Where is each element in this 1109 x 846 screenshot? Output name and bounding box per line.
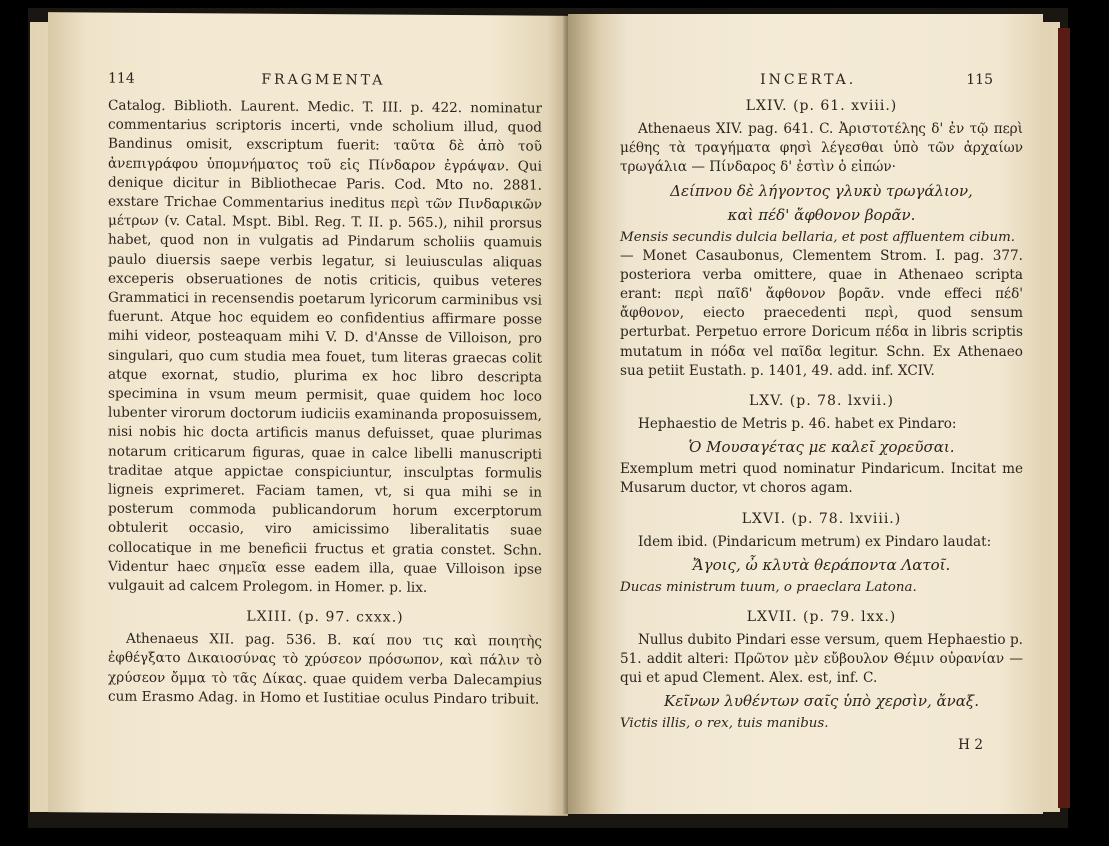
signature-mark: H 2 xyxy=(958,737,983,754)
section-intro-lxv: Hephaestio de Metris p. 46. habet ex Pindaro: xyxy=(638,416,957,433)
left-page-number: 114 xyxy=(108,70,135,87)
section-heading-lxvii: LXVII. (p. 79. lxx.) xyxy=(746,608,897,625)
translation-lxvi: Ducas ministrum tuum, o praeclara Latona. xyxy=(620,579,917,595)
section-text-lxiii: Athenaeus XII. pag. 536. B. καί που τις καὶ ποιητὴς ἐφθέγξατο Δικαιοσύνας τὸ χρύσεον πρόσωπον, καὶ πάλιν τὸ χρύσεον ὄμμα τὸ τᾶς Δίκας. quae quidem verba Dalecampius cum Erasmo Adag. in Homo et Iustitiae oculus Pindaro tribuit. xyxy=(108,631,542,708)
left-page xyxy=(48,12,568,816)
book-cover-edge xyxy=(1058,28,1070,808)
section-heading-lxiv: LXIV. (p. 61. xviii.) xyxy=(745,98,898,114)
left-running-header xyxy=(108,71,542,90)
verse-line: Κεῖνων λυθέντων σαῖς ὑπὸ χερσὶν, ἄναξ. xyxy=(664,692,979,711)
section-intro-lxvi: Idem ibid. (Pindaricum metrum) ex Pindaro laudat: xyxy=(638,533,992,550)
section-intro-lxiv: Athenaeus XIV. pag. 641. C. Ἀριστοτέλης δ' ἐν τῷ περὶ μέθης τὰ τραγήματα φησὶ λέγεσθαι ὑπὸ τῶν ἀρχαίων τρωγάλια — Πίνδαρος δ' ἐστὶν ὁ εἰπών· xyxy=(620,121,1023,176)
section-intro-lxvii: Nullus dubito Pindari esse versum, quem Hephaestio p. 51. addit alteri: Πρῶτον μὲν εὔβουλον Θέμιν οὐρανίαν — qui et apud Clement. Alex. est, inf. C. xyxy=(620,631,1023,687)
translation-lxvii: Victis illis, o rex, tuis manibus. xyxy=(620,716,829,732)
left-page-edges xyxy=(30,22,50,812)
section-heading-lxiii: LXIII. (p. 97. cxxx.) xyxy=(246,608,404,626)
verse-line: Δείπνου δὲ λήγοντος γλυκὺ τρωγάλιον, xyxy=(670,181,973,200)
section-body-lxv: Exemplum metri quod nominatur Pindaricum. Incitat me Musarum ductor, vt choros agam. xyxy=(620,461,1023,497)
right-running-header xyxy=(620,72,1023,88)
section-body-lxiv: — Monet Casaubonus, Clementem Strom. I. pag. 377. posteriora verba omittere, quae in Athenaeo scripta erant: περὶ παῖδ' ἄφθονον βορᾶν. vnde effeci πέδ' ἄφθονον, eiecto praecedenti περὶ, quod sensum perturbat. Perpetuo errore Doricum πέδα in libris scriptis mutatum in πόδα vel παῖδα legitur. Schn. Ex Athenaeo sua petiit Eustath. p. 1401, 49. add. inf. XCIV. xyxy=(620,247,1023,379)
verse-line: Ἄγοις, ὦ κλυτὰ θεράποντα Λατοῖ. xyxy=(692,555,951,574)
right-page xyxy=(568,14,1043,814)
left-running-head: FRAGMENTA xyxy=(261,71,386,89)
right-page-number: 115 xyxy=(966,72,993,88)
section-heading-lxvi: LXVI. (p. 78. lxviii.) xyxy=(741,510,902,527)
left-paragraph: Catalog. Biblioth. Laurent. Medic. T. III. p. 422. nominatur commentarius scriptoris incerti, vnde scholium illud, quod Bandinus omisit, exscriptum fuerit: ταῦτα δὲ ἀπὸ τοῦ ἀνεπιγράφου ὑπομνήματος τοῦ εἰς Πίνδαρον ἐγράψαν. Qui denique dicitur in Bibliothecae Paris. Cod. Mto no. 2881. exstare Trichae Commentarius ineditus περὶ τῶν Πινδαρικῶν μέτρων (v. Catal. Mspt. Bibl. Reg. T. II. p. 565.), nihil prorsus habet, quod non in vulgatis ad Pindarum scholiis quamuis paulo diuersis saepe verbis legatur, si leuiusculas aliquas exceperis obseruationes de notis criticis, quibus veteres Grammatici in recensendis poetarum lyricorum carminibus vsi fuerunt. Atque hoc equidem eo confidentius affirmare posse mihi videor, posteaquam mihi V. D. d'Ansse de Villoison, pro singulari, quo cum studia mea fouet, tum literas graecas colit atque exornat, studio, plurima ex hoc libro descripta specimina in vsum meum permisit, quae quidem hoc loco lubenter virorum doctorum iudiciis examinanda proposuissem, nisi nobis hic docta artificis manus defuisset, quae plurimas notarum criticarum figuras, quae in calce libelli manuscripti traditae atque appictae conspiciuntur, insculptas formulis ligneis exprimeret. Faciam tamen, vt, si qua mihi se in posterum commoda publicandorum horum excerptorum obtulerit occasio, viro amicissimo liberalitatis suae collocatique in me beneficii fructus et gratia constet. Schn. Videntur haec σημεῖα esse eadem illa, quae Villoison ipse vulgauit ad calcem Prolegom. in Homer. p. lix. xyxy=(108,97,542,596)
verse-line: καὶ πέδ' ἄφθονον βορᾶν. xyxy=(727,205,916,224)
verse-line: Ὁ Μουσαγέτας με καλεῖ χορεῦσαι. xyxy=(688,438,955,457)
translation-lxiv: Mensis secundis dulcia bellaria, et post affluentem cibum. xyxy=(620,229,1016,245)
open-book xyxy=(28,8,1068,828)
section-heading-lxv: LXV. (p. 78. lxvii.) xyxy=(748,393,894,410)
right-running-head: INCERTA. xyxy=(760,72,857,88)
